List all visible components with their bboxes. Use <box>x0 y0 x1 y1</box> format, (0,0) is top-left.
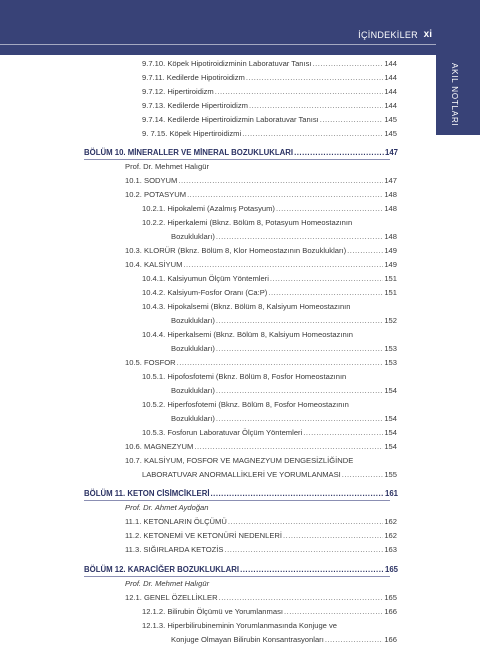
toc-entry[interactable]: Konjuge Olmayan Bilirubin Konsantrasyonları ..... 166 <box>171 635 397 645</box>
toc-entry[interactable]: 10.2. POTASYUM ..... 148 <box>125 190 397 200</box>
chapter-heading[interactable]: BÖLÜM 12. KARACİĞER BOZUKLUKLARI ..... 165 <box>84 565 398 575</box>
toc-entry[interactable]: 10.4.1. Kalsiyumun Ölçüm Yöntemleri ..... 151 <box>142 274 397 284</box>
toc-entry[interactable]: 10.3. KLORÜR (Bknz. Bölüm 8, Klor Homeostazının Bozuklukları) ..... 149 <box>125 246 397 256</box>
toc-entry[interactable]: Bozuklukları) ..... 153 <box>171 344 397 354</box>
chapter-heading[interactable]: BÖLÜM 10. MİNERALLER VE MİNERAL BOZUKLUKLARI ..... 147 <box>84 148 398 158</box>
header-divider <box>0 44 436 45</box>
toc-entry[interactable]: 9. 7.15. Köpek Hipertiroidizmi ..... 145 <box>142 129 397 139</box>
toc-entry[interactable]: 9.7.14. Kedilerde Hipertiroidizmin Laboratuvar Tanısı ..... 145 <box>142 115 397 125</box>
toc-entry[interactable]: 11.1. KETONLARIN ÖLÇÜMÜ ..... 162 <box>125 517 397 527</box>
toc-entry[interactable]: 12.1.3. Hiperbilirubineminin Yorumlanmasında Konjuge ve <box>142 621 338 630</box>
chapter-author: Prof. Dr. Mehmet Halıgür <box>125 162 209 171</box>
toc-entry[interactable]: 9.7.11. Kedilerde Hipotiroidizm ..... 144 <box>142 73 397 83</box>
toc-entry[interactable]: 10.7. KALSİYUM, FOSFOR VE MAGNEZYUM DENGESİZLİĞİNDE <box>125 456 354 465</box>
toc-entry[interactable]: 10.5. FOSFOR ..... 153 <box>125 358 397 368</box>
page-number: xi <box>423 29 432 40</box>
side-tab-label: AKIL NOTLARI <box>450 63 459 127</box>
toc-entry[interactable]: LABORATUVAR ANORMALLİKLERİ VE YORUMLANMASI ..... 155 <box>142 470 397 480</box>
chapter-author: Prof. Dr. Ahmet Aydoğan <box>125 503 209 512</box>
toc-entry[interactable]: 10.1. SODYUM ..... 147 <box>125 176 397 186</box>
header-title: İÇİNDEKİLER <box>358 30 418 40</box>
chapter-rule <box>84 576 390 577</box>
chapter-heading[interactable]: BÖLÜM 11. KETON CİSİMCİKLERİ ..... 161 <box>84 489 398 499</box>
toc-entry[interactable]: 10.4.4. Hiperkalsemi (Bknz. Bölüm 8, Kalsiyum Homeostazının <box>142 330 354 339</box>
toc-entry[interactable]: Bozuklukları) ..... 154 <box>171 414 397 424</box>
toc-entry[interactable]: 10.4.3. Hipokalsemi (Bknz. Bölüm 8, Kalsiyum Homeostazının <box>142 302 351 311</box>
toc-entry[interactable]: 10.2.1. Hipokalemi (Azalmış Potasyum) ..... 148 <box>142 204 397 214</box>
toc-entry[interactable]: 12.1.2. Bilirubin Ölçümü ve Yorumlanması ..... 166 <box>142 607 397 617</box>
side-tab <box>436 55 480 135</box>
toc-entry[interactable]: 10.4. KALSİYUM ..... 149 <box>125 260 397 270</box>
chapter-rule <box>84 159 390 160</box>
toc-entry[interactable]: 9.7.10. Köpek Hipotiroidizminin Laboratuvar Tanısı ..... 144 <box>142 59 397 69</box>
toc-entry[interactable]: 10.5.2. Hiperfosfotemi (Bknz. Bölüm 8, Fosfor Homeostazının <box>142 400 349 409</box>
toc-entry[interactable]: 11.2. KETONEMİ VE KETONÜRİ NEDENLERİ ..... 162 <box>125 531 397 541</box>
toc-entry[interactable]: 9.7.13. Kedilerde Hipertiroidizm ..... 144 <box>142 101 397 111</box>
toc-entry[interactable]: 10.6. MAGNEZYUM ..... 154 <box>125 442 397 452</box>
chapter-rule <box>84 500 390 501</box>
page-header <box>0 0 480 55</box>
toc-entry[interactable]: Bozuklukları) ..... 152 <box>171 316 397 326</box>
toc-entry[interactable]: Bozuklukları) ..... 154 <box>171 386 397 396</box>
toc-entry[interactable]: 10.5.3. Fosforun Laboratuvar Ölçüm Yöntemleri ..... 154 <box>142 428 397 438</box>
toc-entry[interactable]: Bozuklukları) ..... 148 <box>171 232 397 242</box>
toc-entry[interactable]: 10.4.2. Kalsiyum-Fosfor Oranı (Ca:P) ..... 151 <box>142 288 397 298</box>
toc-entry[interactable]: 9.7.12. Hipertiroidizm ..... 144 <box>142 87 397 97</box>
chapter-author: Prof. Dr. Mehmet Halıgür <box>125 579 210 588</box>
toc-entry[interactable]: 11.3. SIĞIRLARDA KETOZİS ..... 163 <box>125 545 397 555</box>
toc-entry[interactable]: 10.5.1. Hipofosfotemi (Bknz. Bölüm 8, Fosfor Homeostazının <box>142 372 347 381</box>
toc-entry[interactable]: 10.2.2. Hiperkalemi (Bknz. Bölüm 8, Potasyum Homeostazının <box>142 218 353 227</box>
toc-entry[interactable]: 12.1. GENEL ÖZELLİKLER ..... 165 <box>125 593 397 603</box>
